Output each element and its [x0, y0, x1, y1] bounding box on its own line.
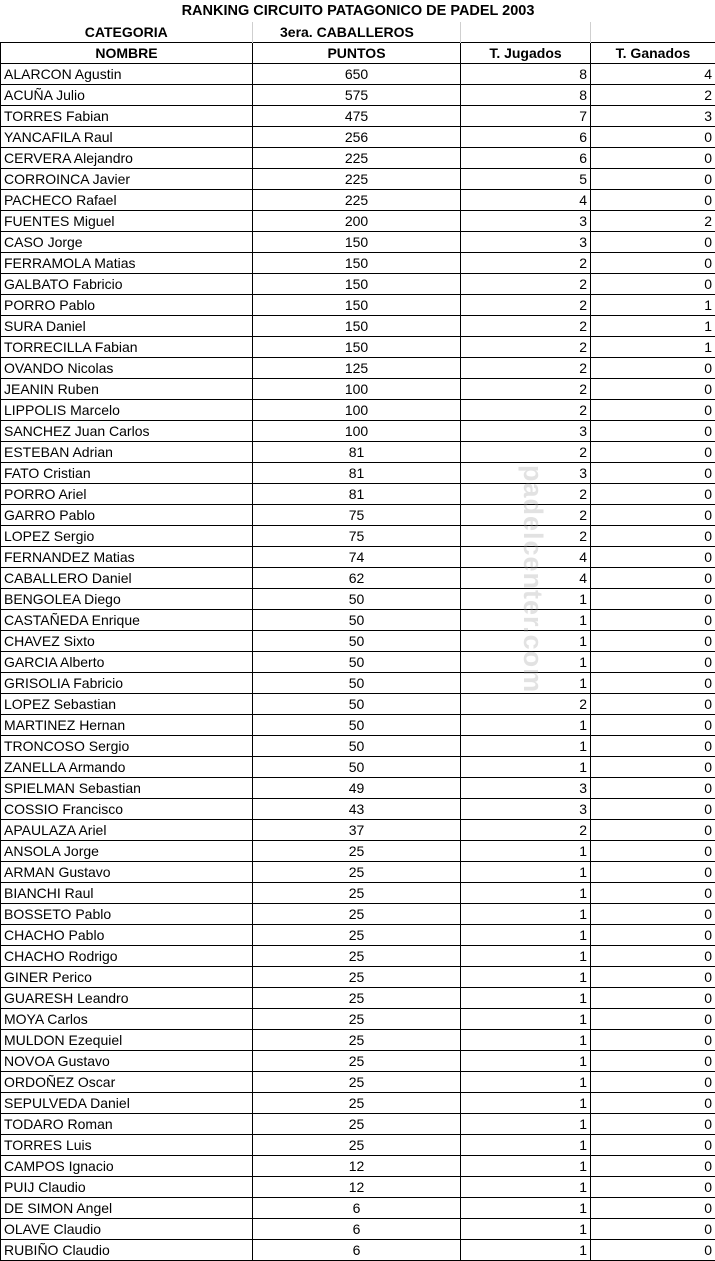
points-cell: 150 — [253, 232, 461, 253]
table-row — [1, 505, 715, 526]
won-cell: 0 — [591, 610, 715, 631]
points-cell: 225 — [253, 148, 461, 169]
played-cell: 3 — [461, 463, 591, 484]
points-cell: 50 — [253, 736, 461, 757]
table-row — [1, 988, 715, 1009]
table-row — [1, 736, 715, 757]
played-cell: 1 — [461, 1072, 591, 1093]
table-row — [1, 694, 715, 715]
points-cell: 50 — [253, 589, 461, 610]
table-row — [1, 421, 715, 442]
won-cell: 0 — [591, 148, 715, 169]
won-cell: 0 — [591, 1219, 715, 1240]
won-cell: 0 — [591, 1135, 715, 1156]
header-nombre: NOMBRE — [1, 43, 253, 64]
table-row — [1, 274, 715, 295]
points-cell: 125 — [253, 358, 461, 379]
player-name: BIANCHI Raul — [1, 883, 253, 904]
table-row — [1, 526, 715, 547]
played-cell: 1 — [461, 1135, 591, 1156]
table-row — [1, 589, 715, 610]
won-cell: 0 — [591, 757, 715, 778]
points-cell: 50 — [253, 694, 461, 715]
points-cell: 25 — [253, 883, 461, 904]
played-cell: 1 — [461, 1219, 591, 1240]
sheet-title: RANKING CIRCUITO PATAGONICO DE PADEL 2003 — [1, 0, 715, 22]
points-cell: 25 — [253, 1114, 461, 1135]
won-cell: 0 — [591, 799, 715, 820]
played-cell: 1 — [461, 925, 591, 946]
played-cell: 1 — [461, 1093, 591, 1114]
played-cell: 1 — [461, 652, 591, 673]
played-cell: 6 — [461, 127, 591, 148]
player-name: ARMAN Gustavo — [1, 862, 253, 883]
player-name: TORRECILLA Fabian — [1, 337, 253, 358]
ranking-rows — [1, 64, 715, 1261]
won-cell: 0 — [591, 1009, 715, 1030]
won-cell: 0 — [591, 568, 715, 589]
player-name: TODARO Roman — [1, 1114, 253, 1135]
player-name: RUBIÑO Claudio — [1, 1240, 253, 1261]
player-name: LOPEZ Sergio — [1, 526, 253, 547]
player-name: ALARCON Agustin — [1, 64, 253, 85]
won-cell: 0 — [591, 841, 715, 862]
player-name: GINER Perico — [1, 967, 253, 988]
points-cell: 75 — [253, 505, 461, 526]
played-cell: 1 — [461, 841, 591, 862]
won-cell: 2 — [591, 211, 715, 232]
won-cell: 0 — [591, 442, 715, 463]
points-cell: 50 — [253, 757, 461, 778]
player-name: GALBATO Fabricio — [1, 274, 253, 295]
played-cell: 2 — [461, 505, 591, 526]
player-name: MOYA Carlos — [1, 1009, 253, 1030]
played-cell: 1 — [461, 631, 591, 652]
won-cell: 3 — [591, 106, 715, 127]
won-cell: 0 — [591, 1051, 715, 1072]
won-cell: 0 — [591, 379, 715, 400]
played-cell: 2 — [461, 694, 591, 715]
played-cell: 2 — [461, 442, 591, 463]
player-name: GRISOLIA Fabricio — [1, 673, 253, 694]
won-cell: 0 — [591, 1030, 715, 1051]
table-row — [1, 631, 715, 652]
points-cell: 650 — [253, 64, 461, 85]
player-name: MULDON Ezequiel — [1, 1030, 253, 1051]
player-name: PUIJ Claudio — [1, 1177, 253, 1198]
player-name: OLAVE Claudio — [1, 1219, 253, 1240]
won-cell: 0 — [591, 127, 715, 148]
header-jugados: T. Jugados — [461, 43, 591, 64]
played-cell: 1 — [461, 1030, 591, 1051]
player-name: COSSIO Francisco — [1, 799, 253, 820]
table-row — [1, 379, 715, 400]
player-name: DE SIMON Angel — [1, 1198, 253, 1219]
table-row — [1, 1030, 715, 1051]
player-name: CERVERA Alejandro — [1, 148, 253, 169]
points-cell: 25 — [253, 1051, 461, 1072]
points-cell: 12 — [253, 1156, 461, 1177]
empty-cell — [591, 22, 715, 43]
table-row — [1, 862, 715, 883]
table-row — [1, 1051, 715, 1072]
points-cell: 25 — [253, 925, 461, 946]
played-cell: 8 — [461, 64, 591, 85]
points-cell: 81 — [253, 442, 461, 463]
table-row — [1, 778, 715, 799]
won-cell: 0 — [591, 967, 715, 988]
player-name: SEPULVEDA Daniel — [1, 1093, 253, 1114]
points-cell: 25 — [253, 967, 461, 988]
won-cell: 0 — [591, 820, 715, 841]
won-cell: 2 — [591, 85, 715, 106]
table-row — [1, 799, 715, 820]
won-cell: 0 — [591, 421, 715, 442]
player-name: SANCHEZ Juan Carlos — [1, 421, 253, 442]
table-row — [1, 190, 715, 211]
played-cell: 2 — [461, 400, 591, 421]
player-name: PORRO Ariel — [1, 484, 253, 505]
won-cell: 0 — [591, 358, 715, 379]
played-cell: 3 — [461, 799, 591, 820]
played-cell: 1 — [461, 883, 591, 904]
points-cell: 150 — [253, 253, 461, 274]
won-cell: 0 — [591, 904, 715, 925]
played-cell: 8 — [461, 85, 591, 106]
won-cell: 0 — [591, 589, 715, 610]
points-cell: 25 — [253, 988, 461, 1009]
table-row — [1, 337, 715, 358]
player-name: CHACHO Pablo — [1, 925, 253, 946]
points-cell: 100 — [253, 400, 461, 421]
points-cell: 225 — [253, 190, 461, 211]
played-cell: 2 — [461, 484, 591, 505]
points-cell: 43 — [253, 799, 461, 820]
table-row — [1, 253, 715, 274]
header-row — [1, 43, 715, 64]
points-cell: 50 — [253, 673, 461, 694]
table-row — [1, 127, 715, 148]
played-cell: 1 — [461, 1177, 591, 1198]
player-name: ESTEBAN Adrian — [1, 442, 253, 463]
table-row — [1, 652, 715, 673]
points-cell: 25 — [253, 946, 461, 967]
player-name: NOVOA Gustavo — [1, 1051, 253, 1072]
played-cell: 1 — [461, 715, 591, 736]
won-cell: 0 — [591, 778, 715, 799]
points-cell: 12 — [253, 1177, 461, 1198]
won-cell: 0 — [591, 190, 715, 211]
won-cell: 0 — [591, 1114, 715, 1135]
points-cell: 6 — [253, 1240, 461, 1261]
played-cell: 4 — [461, 190, 591, 211]
points-cell: 225 — [253, 169, 461, 190]
table-row — [1, 1198, 715, 1219]
points-cell: 50 — [253, 610, 461, 631]
category-value: 3era. CABALLEROS — [253, 22, 461, 43]
played-cell: 1 — [461, 589, 591, 610]
points-cell: 150 — [253, 337, 461, 358]
won-cell: 0 — [591, 862, 715, 883]
category-label: CATEGORIA — [1, 22, 253, 43]
player-name: ANSOLA Jorge — [1, 841, 253, 862]
table-row — [1, 1156, 715, 1177]
table-row — [1, 148, 715, 169]
points-cell: 81 — [253, 463, 461, 484]
player-name: FERNANDEZ Matias — [1, 547, 253, 568]
table-row — [1, 358, 715, 379]
played-cell: 1 — [461, 946, 591, 967]
table-row — [1, 295, 715, 316]
played-cell: 1 — [461, 862, 591, 883]
points-cell: 50 — [253, 652, 461, 673]
won-cell: 0 — [591, 1198, 715, 1219]
played-cell: 1 — [461, 1051, 591, 1072]
points-cell: 81 — [253, 484, 461, 505]
won-cell: 0 — [591, 526, 715, 547]
played-cell: 2 — [461, 526, 591, 547]
won-cell: 0 — [591, 1072, 715, 1093]
points-cell: 150 — [253, 316, 461, 337]
won-cell: 0 — [591, 1156, 715, 1177]
player-name: GARCIA Alberto — [1, 652, 253, 673]
table-row — [1, 106, 715, 127]
won-cell: 4 — [591, 64, 715, 85]
won-cell: 0 — [591, 400, 715, 421]
player-name: LIPPOLIS Marcelo — [1, 400, 253, 421]
points-cell: 100 — [253, 421, 461, 442]
points-cell: 6 — [253, 1198, 461, 1219]
played-cell: 3 — [461, 211, 591, 232]
player-name: CAMPOS Ignacio — [1, 1156, 253, 1177]
points-cell: 100 — [253, 379, 461, 400]
points-cell: 25 — [253, 1009, 461, 1030]
played-cell: 4 — [461, 568, 591, 589]
player-name: PACHECO Rafael — [1, 190, 253, 211]
player-name: TORRES Fabian — [1, 106, 253, 127]
table-row — [1, 967, 715, 988]
table-row — [1, 1240, 715, 1261]
points-cell: 50 — [253, 631, 461, 652]
points-cell: 25 — [253, 1135, 461, 1156]
points-cell: 475 — [253, 106, 461, 127]
played-cell: 1 — [461, 673, 591, 694]
table-row — [1, 1177, 715, 1198]
table-row — [1, 169, 715, 190]
table-row — [1, 1114, 715, 1135]
won-cell: 0 — [591, 1240, 715, 1261]
played-cell: 2 — [461, 274, 591, 295]
points-cell: 25 — [253, 1072, 461, 1093]
won-cell: 0 — [591, 169, 715, 190]
title-row — [1, 0, 715, 22]
points-cell: 150 — [253, 295, 461, 316]
played-cell: 1 — [461, 967, 591, 988]
category-row — [1, 22, 715, 43]
played-cell: 3 — [461, 232, 591, 253]
won-cell: 0 — [591, 547, 715, 568]
points-cell: 25 — [253, 904, 461, 925]
played-cell: 4 — [461, 547, 591, 568]
points-cell: 25 — [253, 862, 461, 883]
played-cell: 1 — [461, 1009, 591, 1030]
points-cell: 37 — [253, 820, 461, 841]
table-row — [1, 841, 715, 862]
played-cell: 1 — [461, 1114, 591, 1135]
points-cell: 575 — [253, 85, 461, 106]
player-name: CHAVEZ Sixto — [1, 631, 253, 652]
played-cell: 1 — [461, 904, 591, 925]
player-name: OVANDO Nicolas — [1, 358, 253, 379]
table-row — [1, 757, 715, 778]
header-ganados: T. Ganados — [591, 43, 715, 64]
won-cell: 0 — [591, 253, 715, 274]
points-cell: 49 — [253, 778, 461, 799]
points-cell: 200 — [253, 211, 461, 232]
table-row — [1, 925, 715, 946]
table-row — [1, 316, 715, 337]
won-cell: 0 — [591, 463, 715, 484]
won-cell: 0 — [591, 925, 715, 946]
player-name: CASO Jorge — [1, 232, 253, 253]
player-name: SPIELMAN Sebastian — [1, 778, 253, 799]
player-name: JEANIN Ruben — [1, 379, 253, 400]
won-cell: 0 — [591, 631, 715, 652]
won-cell: 0 — [591, 1177, 715, 1198]
played-cell: 1 — [461, 988, 591, 1009]
points-cell: 74 — [253, 547, 461, 568]
won-cell: 0 — [591, 505, 715, 526]
played-cell: 2 — [461, 295, 591, 316]
points-cell: 150 — [253, 274, 461, 295]
played-cell: 3 — [461, 778, 591, 799]
points-cell: 25 — [253, 1093, 461, 1114]
player-name: BOSSETO Pablo — [1, 904, 253, 925]
played-cell: 2 — [461, 379, 591, 400]
table-row — [1, 673, 715, 694]
table-row — [1, 1093, 715, 1114]
player-name: LOPEZ Sebastian — [1, 694, 253, 715]
played-cell: 3 — [461, 421, 591, 442]
player-name: YANCAFILA Raul — [1, 127, 253, 148]
table-row — [1, 610, 715, 631]
table-row — [1, 1009, 715, 1030]
played-cell: 7 — [461, 106, 591, 127]
player-name: FUENTES Miguel — [1, 211, 253, 232]
won-cell: 0 — [591, 694, 715, 715]
won-cell: 0 — [591, 1093, 715, 1114]
player-name: MARTINEZ Hernan — [1, 715, 253, 736]
player-name: BENGOLEA Diego — [1, 589, 253, 610]
won-cell: 0 — [591, 673, 715, 694]
table-row — [1, 442, 715, 463]
player-name: PORRO Pablo — [1, 295, 253, 316]
won-cell: 0 — [591, 715, 715, 736]
table-row — [1, 715, 715, 736]
table-row — [1, 484, 715, 505]
player-name: FATO Cristian — [1, 463, 253, 484]
player-name: APAULAZA Ariel — [1, 820, 253, 841]
table-row — [1, 1135, 715, 1156]
table-row — [1, 568, 715, 589]
points-cell: 50 — [253, 715, 461, 736]
player-name: CORROINCA Javier — [1, 169, 253, 190]
won-cell: 0 — [591, 652, 715, 673]
points-cell: 256 — [253, 127, 461, 148]
played-cell: 2 — [461, 358, 591, 379]
player-name: FERRAMOLA Matias — [1, 253, 253, 274]
played-cell: 1 — [461, 610, 591, 631]
won-cell: 0 — [591, 946, 715, 967]
played-cell: 1 — [461, 1240, 591, 1261]
won-cell: 0 — [591, 883, 715, 904]
player-name: TRONCOSO Sergio — [1, 736, 253, 757]
player-name: GARRO Pablo — [1, 505, 253, 526]
won-cell: 1 — [591, 316, 715, 337]
table-row — [1, 1219, 715, 1240]
won-cell: 0 — [591, 484, 715, 505]
won-cell: 0 — [591, 274, 715, 295]
table-row — [1, 883, 715, 904]
points-cell: 25 — [253, 1030, 461, 1051]
won-cell: 0 — [591, 736, 715, 757]
played-cell: 6 — [461, 148, 591, 169]
points-cell: 62 — [253, 568, 461, 589]
empty-cell — [461, 22, 591, 43]
played-cell: 1 — [461, 736, 591, 757]
played-cell: 1 — [461, 1156, 591, 1177]
won-cell: 0 — [591, 988, 715, 1009]
player-name: ORDOÑEZ Oscar — [1, 1072, 253, 1093]
player-name: CHACHO Rodrigo — [1, 946, 253, 967]
table-row — [1, 1072, 715, 1093]
player-name: CASTAÑEDA Enrique — [1, 610, 253, 631]
watermark-text: padelcenter.com — [517, 465, 548, 693]
points-cell: 6 — [253, 1219, 461, 1240]
player-name: GUARESH Leandro — [1, 988, 253, 1009]
played-cell: 1 — [461, 1198, 591, 1219]
table-row — [1, 400, 715, 421]
played-cell: 2 — [461, 253, 591, 274]
played-cell: 2 — [461, 337, 591, 358]
points-cell: 75 — [253, 526, 461, 547]
player-name: CABALLERO Daniel — [1, 568, 253, 589]
player-name: SURA Daniel — [1, 316, 253, 337]
points-cell: 25 — [253, 841, 461, 862]
table-row — [1, 547, 715, 568]
table-row — [1, 211, 715, 232]
table-row — [1, 64, 715, 85]
played-cell: 2 — [461, 316, 591, 337]
played-cell: 2 — [461, 820, 591, 841]
player-name: ZANELLA Armando — [1, 757, 253, 778]
header-puntos: PUNTOS — [253, 43, 461, 64]
table-row — [1, 904, 715, 925]
table-row — [1, 85, 715, 106]
table-row — [1, 463, 715, 484]
won-cell: 1 — [591, 295, 715, 316]
won-cell: 1 — [591, 337, 715, 358]
player-name: ACUÑA Julio — [1, 85, 253, 106]
table-row — [1, 232, 715, 253]
played-cell: 5 — [461, 169, 591, 190]
won-cell: 0 — [591, 232, 715, 253]
table-row — [1, 820, 715, 841]
player-name: TORRES Luis — [1, 1135, 253, 1156]
played-cell: 1 — [461, 757, 591, 778]
table-row — [1, 946, 715, 967]
